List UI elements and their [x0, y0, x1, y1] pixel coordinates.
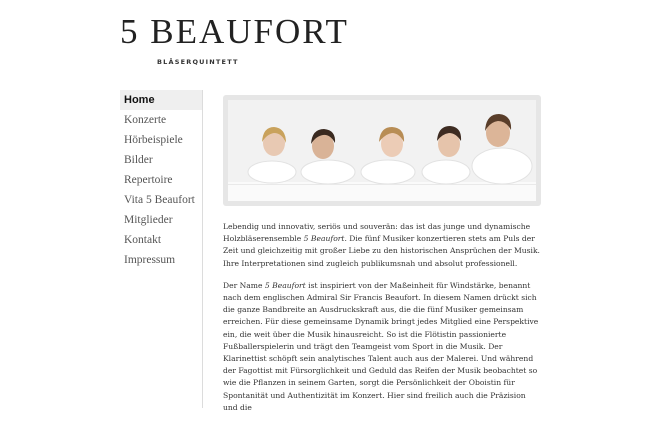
nav-item-konzerte[interactable]: Konzerte [124, 114, 167, 126]
hero-image-frame [223, 95, 541, 206]
nav-item-mitglieder[interactable]: Mitglieder [124, 214, 173, 226]
name-paragraph: Der Name 5 Beaufort ist inspiriert von der Maßeinheit für Windstärke, benannt nach dem englischen Admiral Sir Francis Beaufort. In diesem Namen drückt sich die ganze Bandbreite an Ausdruckskraft aus, die die fünf Musiker gemeinsam erreichen. Für diese gemeinsame Dynamik bringt jedes Mitglied eine Perspektive ein, die weit über die Musik hinausreicht. So ist die Flötistin passionierte Fußballerspielerin und trägt den Teamgeist vom Sport in die Musik. Der Klarinettist schöpft sein analytisches Talent auch aus der Malerei. Und während der Fagottist mit Fürsorglichkeit und Geduld das Reifen der Musik beobachtet so wie die Pflanzen in seinem Garten, sorgt die Persönlichkeit der Oboistin für Spontanität und Authentizität im Konzert. Hier sind freilich auch die Präzision und die [223, 280, 539, 412]
nav-item-impressum[interactable]: Impressum [124, 254, 176, 266]
site-subtitle: BLÄSERQUINTETT [157, 58, 239, 66]
sidebar-nav [120, 90, 203, 408]
nav-item-hoerbeispiele[interactable]: Hörbeispiele [124, 134, 183, 146]
nav-item-repertoire[interactable]: Repertoire [124, 174, 173, 186]
group-photo [228, 100, 536, 201]
group-photo-illustration [228, 100, 536, 201]
nav-item-bilder[interactable]: Bilder [124, 154, 153, 166]
site-title[interactable]: 5 BEAUFORT [120, 12, 349, 51]
nav-item-vita[interactable]: Vita 5 Beaufort [124, 194, 195, 206]
nav-item-home[interactable]: Home [120, 90, 202, 110]
intro-paragraph: Lebendig und innovativ, seriös und souverän: das ist das junge und dynamische Holzbläserensemble 5 Beaufort. Die fünf Musiker konzertieren stets am Puls der Zeit und gleichzeitig mit großer Liebe zu den historischen Ansprüchen der Musik. Ihre Interpretationen sind zugleich publikumsnah und absolut professionell. [223, 222, 540, 268]
nav-item-kontakt[interactable]: Kontakt [124, 234, 162, 246]
main-content [223, 221, 541, 424]
